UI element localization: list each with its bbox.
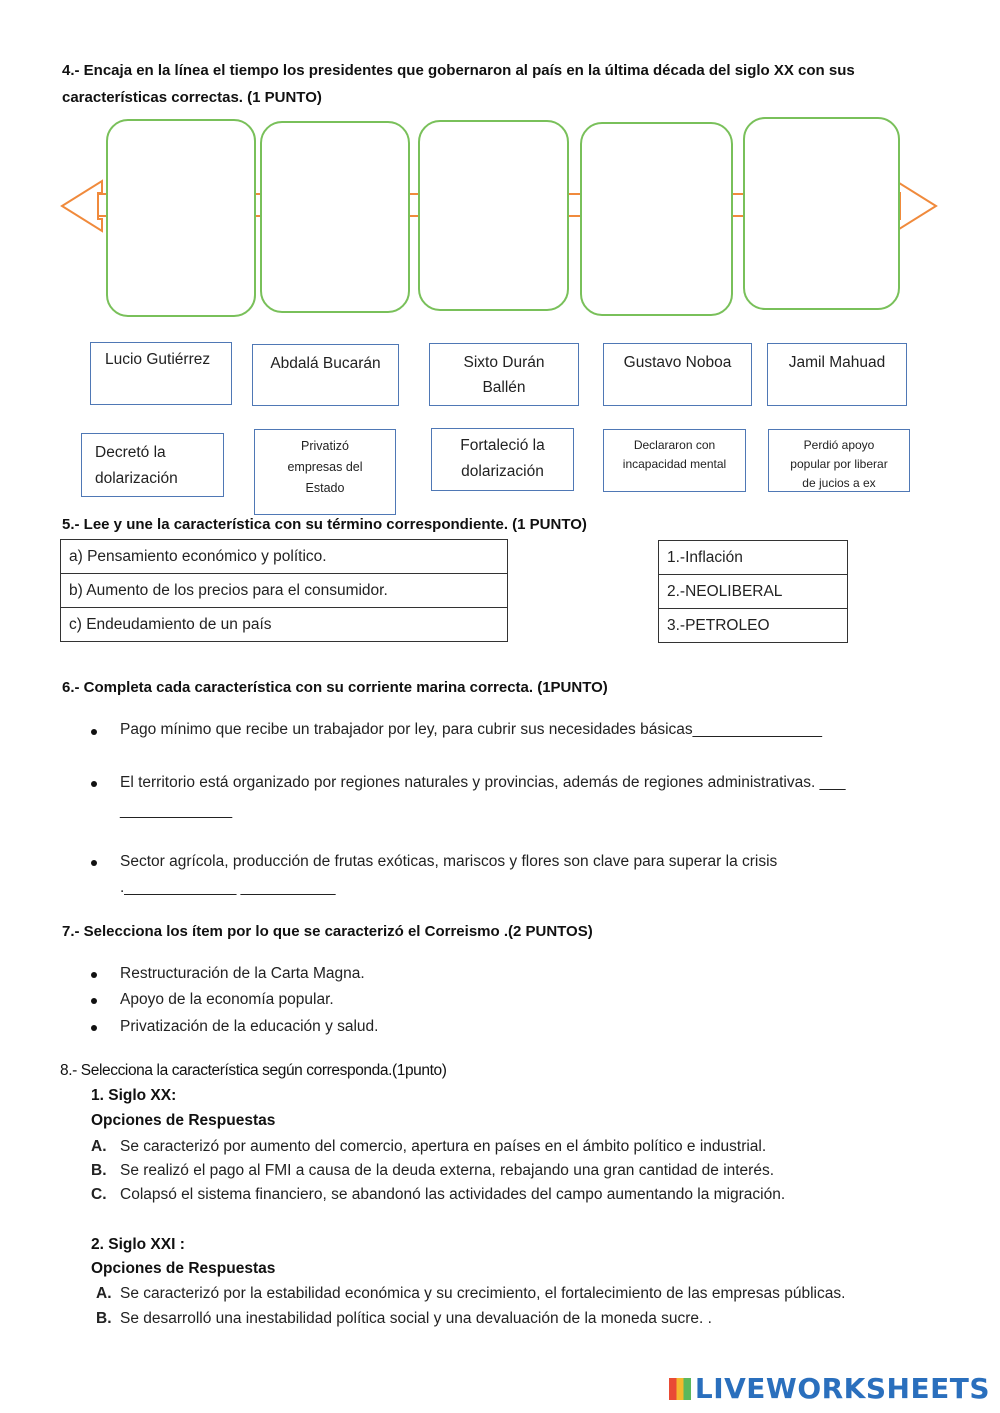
timeline-left-arrow-icon bbox=[58, 178, 103, 234]
logo-text: LIVEWORKSHEETS bbox=[694, 1372, 990, 1405]
trait-text: empresas del bbox=[287, 460, 363, 474]
q5-title: 5.- Lee y une la característica con su término correspondiente. (1 PUNTO) bbox=[62, 516, 587, 533]
bullet-icon bbox=[91, 729, 97, 735]
trait-text: dolarización bbox=[95, 470, 178, 487]
q8-s1-option-a[interactable]: Se caracterizó por aumento del comercio, apertura en países en el ámbito político e industrial. bbox=[120, 1138, 767, 1155]
q8-s2-option-a[interactable]: Se caracterizó por la estabilidad económica y su crecimiento, el fortalecimiento de las empresas públicas. bbox=[120, 1285, 846, 1302]
bullet-icon bbox=[91, 1025, 97, 1031]
president-card-lucio-gutierrez[interactable] bbox=[90, 342, 232, 405]
q8-title: 8.- Selecciona la característica según corresponda.(1punto) bbox=[60, 1062, 447, 1079]
timeline-drop-slot-3[interactable] bbox=[418, 120, 569, 311]
q8-century-21-options-label: Opciones de Respuestas bbox=[91, 1260, 276, 1277]
q6-item-3-blank[interactable]: ._____________ ___________ bbox=[120, 879, 336, 896]
timeline-drop-slot-1[interactable] bbox=[106, 119, 256, 317]
president-card-sixto-duran-ballen[interactable] bbox=[429, 343, 579, 406]
trait-card-incapacidad-mental[interactable] bbox=[603, 429, 746, 492]
trait-card-fortalecio-dolarizacion[interactable] bbox=[431, 428, 574, 491]
q8-s1-option-key-c: C. bbox=[91, 1186, 107, 1203]
timeline-right-arrow-icon bbox=[895, 178, 940, 234]
q8-s1-option-key-a: A. bbox=[91, 1138, 107, 1155]
q8-s2-option-b[interactable]: Se desarrolló una inestabilidad política social y una devaluación de la moneda sucre. . bbox=[120, 1310, 712, 1327]
q5-right-item-2[interactable]: 2.-NEOLIBERAL bbox=[659, 575, 848, 609]
q5-right-item-3[interactable]: 3.-PETROLEO bbox=[659, 609, 848, 643]
president-name-line1: Sixto Durán bbox=[463, 354, 545, 371]
q6-item-2[interactable]: El territorio está organizado por regiones naturales y provincias, además de regiones administrativas. ___ bbox=[120, 774, 846, 791]
trait-card-privatizo-empresas[interactable] bbox=[254, 429, 396, 515]
president-name: Abdalá Bucarán bbox=[270, 355, 381, 372]
q8-s1-option-c[interactable]: Colapsó el sistema financiero, se abandonó las actividades del campo aumentando la migración. bbox=[120, 1186, 786, 1203]
q8-s1-option-key-b: B. bbox=[91, 1162, 107, 1179]
q5-right-table bbox=[658, 540, 848, 643]
q4-title-line1: 4.- Encaja en la línea el tiempo los presidentes que gobernaron al país en la última década del siglo XX con sus bbox=[62, 62, 855, 79]
president-card-abdala-bucaran[interactable] bbox=[252, 344, 399, 406]
bullet-icon bbox=[91, 781, 97, 787]
logo-icon bbox=[669, 1378, 691, 1400]
trait-text: Declararon con bbox=[633, 438, 716, 452]
trait-text: de jucios a ex bbox=[802, 476, 876, 490]
bullet-icon bbox=[91, 998, 97, 1004]
q7-title: 7.- Selecciona los ítem por lo que se caracterizó el Correismo .(2 PUNTOS) bbox=[62, 923, 593, 940]
bullet-icon bbox=[91, 860, 97, 866]
q8-century-20-options-label: Opciones de Respuestas bbox=[91, 1112, 276, 1129]
president-name-line2: Ballén bbox=[482, 379, 526, 396]
trait-text: popular por liberar bbox=[790, 457, 888, 471]
president-card-gustavo-noboa[interactable] bbox=[603, 343, 752, 406]
president-card-jamil-mahuad[interactable] bbox=[767, 343, 907, 406]
president-name: Jamil Mahuad bbox=[788, 354, 886, 371]
q4-title-line2: características correctas. (1 PUNTO) bbox=[62, 89, 322, 106]
q8-century-20-label: 1. Siglo XX: bbox=[91, 1087, 177, 1104]
trait-text: Estado bbox=[305, 481, 345, 495]
trait-card-perdio-apoyo[interactable] bbox=[768, 429, 910, 492]
q6-item-3[interactable]: Sector agrícola, producción de frutas exóticas, mariscos y flores son clave para superar la crisis bbox=[120, 853, 778, 870]
trait-text: Decretó la bbox=[95, 444, 166, 461]
q8-s1-option-b[interactable]: Se realizó el pago al FMI a causa de la deuda externa, rebajando una gran cantidad de interés. bbox=[120, 1162, 775, 1179]
q7-item-1[interactable]: Restructuración de la Carta Magna. bbox=[120, 965, 365, 982]
q8-s2-option-key-a: A. bbox=[96, 1285, 112, 1302]
liveworksheets-logo bbox=[669, 1372, 990, 1405]
q6-item-1[interactable]: Pago mínimo que recibe un trabajador por ley, para cubrir sus necesidades básicas_______________ bbox=[120, 721, 822, 738]
q5-left-item-c[interactable]: c) Endeudamiento de un país bbox=[61, 608, 508, 642]
trait-text: Fortaleció la bbox=[460, 437, 545, 454]
president-name: Gustavo Noboa bbox=[623, 354, 732, 371]
trait-text: incapacidad mental bbox=[622, 457, 727, 471]
trait-text: Privatizó bbox=[301, 439, 349, 453]
bullet-icon bbox=[91, 972, 97, 978]
q5-right-item-1[interactable]: 1.-Inflación bbox=[659, 541, 848, 575]
president-name: Lucio Gutiérrez bbox=[105, 351, 211, 368]
q5-left-item-a[interactable]: a) Pensamiento económico y político. bbox=[61, 540, 508, 574]
timeline-drop-slot-4[interactable] bbox=[580, 122, 733, 316]
q8-century-21-label: 2. Siglo XXI : bbox=[91, 1236, 185, 1253]
trait-text: Perdió apoyo bbox=[803, 438, 875, 452]
trait-text: dolarización bbox=[461, 463, 544, 480]
q5-left-table bbox=[60, 539, 508, 642]
q7-item-3[interactable]: Privatización de la educación y salud. bbox=[120, 1018, 379, 1035]
q6-item-2-blank[interactable]: _____________ bbox=[120, 802, 233, 819]
timeline-drop-slot-2[interactable] bbox=[260, 121, 410, 313]
trait-card-decreto-dolarizacion[interactable] bbox=[81, 433, 224, 497]
q5-left-item-b[interactable]: b) Aumento de los precios para el consumidor. bbox=[61, 574, 508, 608]
q7-item-2[interactable]: Apoyo de la economía popular. bbox=[120, 991, 334, 1008]
timeline-drop-slot-5[interactable] bbox=[743, 117, 900, 310]
q6-title: 6.- Completa cada característica con su corriente marina correcta. (1PUNTO) bbox=[62, 679, 608, 696]
q8-s2-option-key-b: B. bbox=[96, 1310, 112, 1327]
